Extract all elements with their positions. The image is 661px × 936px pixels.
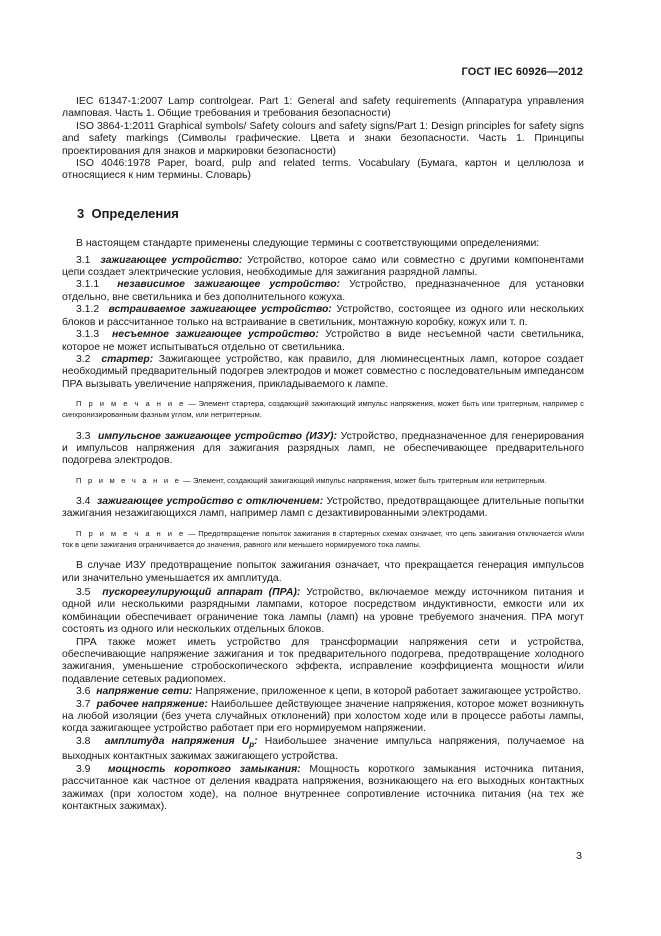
- definition-3-2: 3.2 стартер: Зажигающее устройство, как правило, для люминесцентных ламп, которое создает необходимый предварительный подогрев электродов и может совместно с последовательным импедансом ПРА вызывать увеличение напряжения, прикладываемого к лампе.: [62, 353, 584, 390]
- section-heading: [77, 205, 584, 221]
- term: встраиваемое зажигающее устройство:: [108, 304, 332, 316]
- reference-iec-61347: IEC 61347-1:2007 Lamp controlgear. Part 1: General and safety requirements (Аппаратура управления ламповая. Часть 1. Общие требования и требования безопасности): [62, 96, 584, 120]
- definition-3-8: 3.8 амплитуда напряжения $U_p$: Наибольшее значение импульса напряжения, получаемое на выходных контактных зажимах зажигающего устройства.: [62, 735, 584, 763]
- paragraph-pra-additional: ПРА также может иметь устройство для трансформации напряжения сети и устройства, обеспечивающие напряжение зажигания и ток предварительного подогрева, предотвращение холодного зажигания, уменьшение стробоскопического эффекта, исправление коэффициента мощности и/или подавление сетевых радиопомех.: [62, 636, 584, 685]
- definition-3-1-1: 3.1.1 независимое зажигающее устройство: Устройство, предназначенное для установки отдельно, вне светильника и без дополнительного кожуха.: [62, 279, 585, 303]
- term: зажигающее устройство:: [100, 254, 243, 266]
- definition-3-3: 3.3 импульсное зажигающее устройство (ИЗУ): Устройство, предназначенное для генерирования и импульсов напряжения для зажигания разрядных ламп, не обеспечивающее предварительного подогрева электродов.: [62, 430, 584, 467]
- section-title: Определения: [91, 205, 179, 221]
- note-3-4: П р и м е ч а н и е — Предотвращение попыток зажигания в стартерных схемах означает, что цепь зажигания отключается и/или ток в цепи зажигания ограничивается до значения, равного или меньшего нормируемого тока лампы.: [62, 528, 585, 549]
- page-number: 3: [576, 850, 582, 862]
- definition-3-1-3: 3.1.3 несъемное зажигающее устройство: Устройство в виде несъемной части светильника, которое не может испытываться отдельно от светильника.: [62, 329, 584, 353]
- term: напряжение сети:: [96, 686, 193, 698]
- term: импульсное зажигающее устройство (ИЗУ):: [97, 430, 337, 442]
- term: мощность короткого замыкания:: [107, 763, 301, 775]
- reference-iso-3864: ISO 3864-1:2011 Graphical symbols/ Safety colours and safety signs/Part 1: Design principles for safety signs and safety markings (Символы графические. Цвета и знаки безопасности. Часть 1. Принципы проектирования для знаков и маркировки безопасности): [62, 120, 584, 157]
- subscript: p: [249, 739, 255, 749]
- section-intro: В настоящем стандарте применены следующие термины с соответствующими определениями:: [76, 238, 540, 250]
- definition-3-9: 3.9 мощность короткого замыкания: Мощность короткого замыкания источника питания, рассчитанное как частное от деления квадрата напряжения, возникающего на его выходных контактных зажимах (при холостом ходе), на полное внутреннее сопротивление источника питания (на тех же контактных зажимах).: [62, 763, 584, 812]
- definition-3-5: 3.5 пускорегулирующий аппарат (ПРА): Устройство, включаемое между источником питания и одной или несколькими разрядными лампами, которое посредством индуктивности, емкости или их комбинации обеспечивает ограничение тока лампы (ламп) на уровне требуемого значения. ПРА могут состоять из одного или нескольких отдельных блоков.: [62, 586, 584, 636]
- term: зажигающее устройство с отключением:: [96, 495, 324, 507]
- definition-3-4: 3.4 зажигающее устройство с отключением: Устройство, предотвращающее длительные попытки зажигания незажигающихся ламп, например ламп с дезактивированными электродами.: [62, 495, 585, 520]
- term: стартер:: [101, 353, 154, 365]
- term: пускорегулирующий аппарат (ПРА):: [102, 586, 301, 598]
- definition-3-6: 3.6 напряжение сети: Напряжение, приложенное к цепи, в которой работает зажигающее устройство.: [76, 686, 581, 698]
- standard-designation: ГОСТ IEC 60926—2012: [461, 66, 583, 78]
- definition-3-1-2: 3.1.2 встраиваемое зажигающее устройство: Устройство, состоящее из одного или нескольких блоков и рассчитанное только на встраивание в светильник, монтажную коробку, кожух или т. п.: [62, 304, 584, 328]
- term: независимое зажигающее устройство:: [117, 279, 341, 291]
- paragraph-izu-prevention: В случае ИЗУ предотвращение попыток зажигания означает, что прекращается генерация импульсов или значительно уменьшается их амплитуда.: [62, 560, 584, 584]
- section-number: 3: [77, 205, 85, 221]
- note-3-2: П р и м е ч а н и е — Элемент стартера, создающий зажигающий импульс напряжения, может быть или триггерным, например с синхронизированным фазным углом, или нетриггерным.: [62, 399, 584, 420]
- term: амплитуда напряжения U: [104, 735, 250, 747]
- term: рабочее напряжение:: [96, 698, 208, 710]
- note-3-3: П р и м е ч а н и е — Элемент, создающий зажигающий импульс напряжения, может быть триггерным или нетриггерным.: [76, 475, 547, 485]
- reference-iso-4046: ISO 4046:1978 Paper, board, pulp and related terms. Vocabulary (Бумага, картон и целлюлоза и относящиеся к ним термины. Словарь): [62, 158, 584, 182]
- definition-3-7: 3.7 рабочее напряжение: Наибольшее действующее значение напряжения, которое может возникнуть на любой изоляции (без учета случайных отклонений) при холостом ходе или в процессе работы лампы, когда зажигающее устройство работает при его нормируемом напряжении.: [62, 698, 584, 735]
- term: несъемное зажигающее устройство:: [112, 329, 319, 341]
- definition-3-1: 3.1 зажигающее устройство: Устройство, которое само или совместно с другими компонентами цепи создает электрические условия, необходимые для зажигания разрядной лампы.: [62, 254, 584, 279]
- page-body: [62, 96, 584, 813]
